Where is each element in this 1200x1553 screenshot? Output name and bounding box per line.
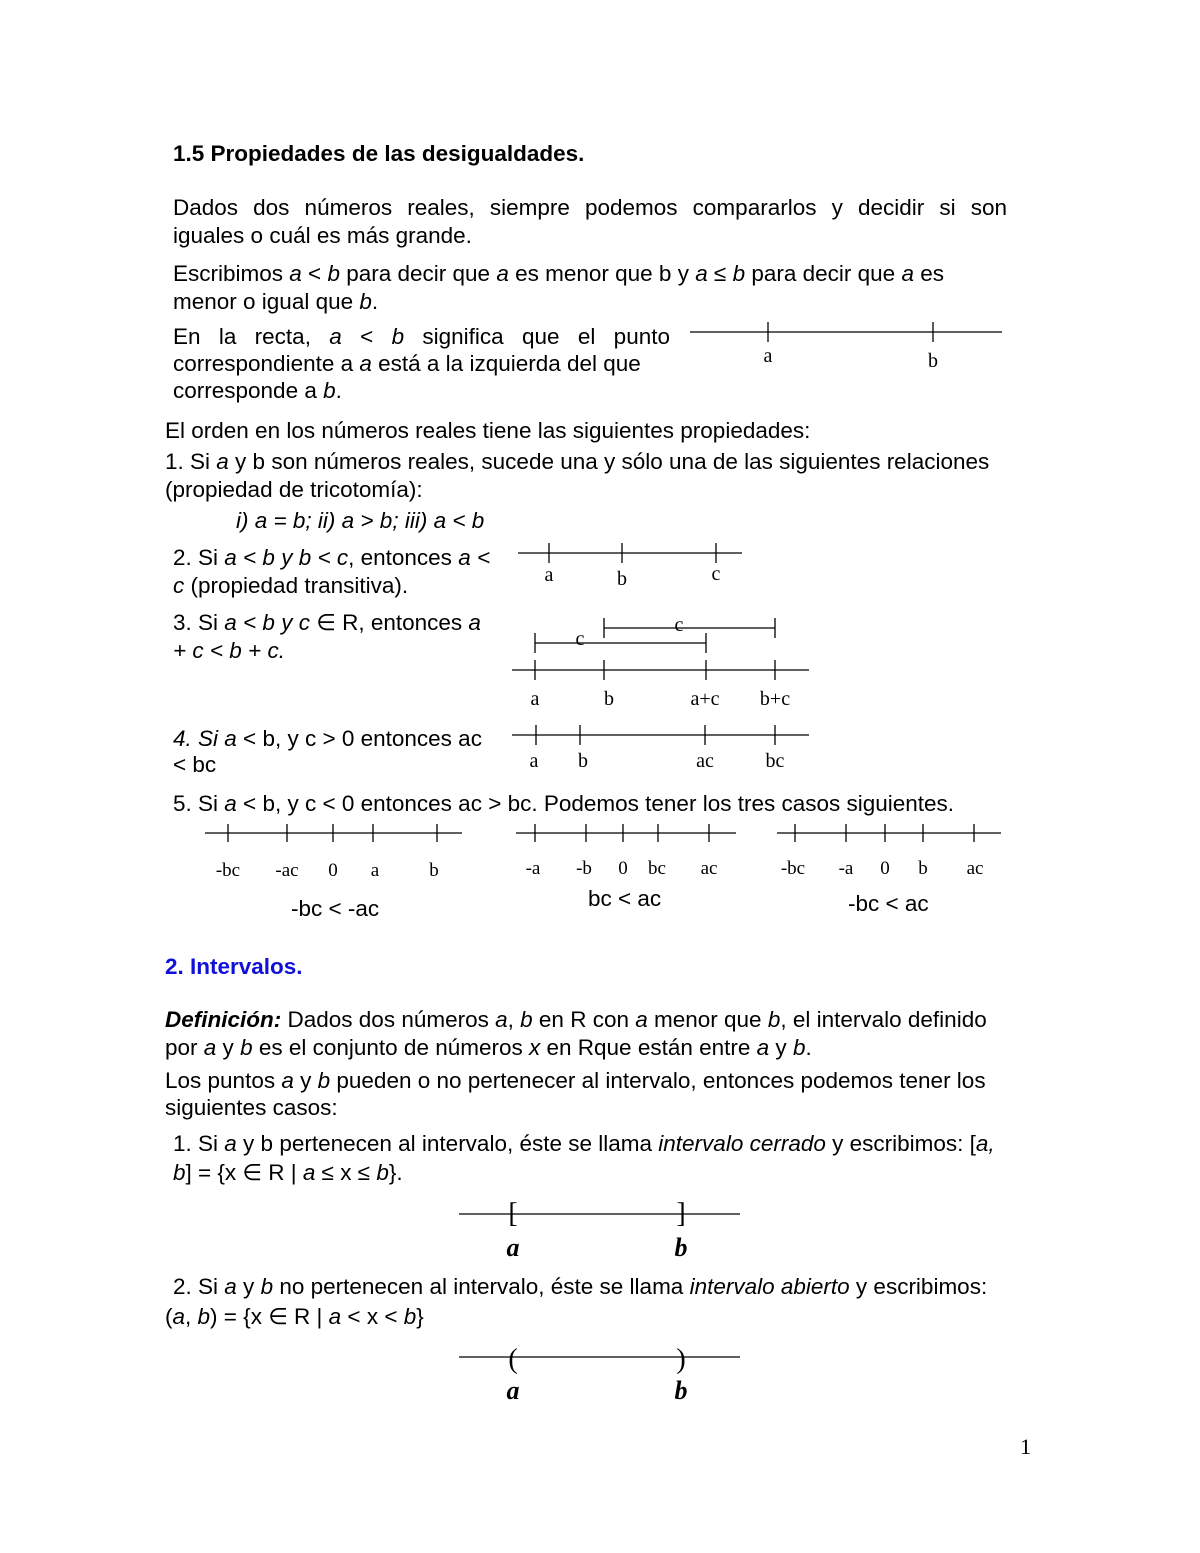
label-b: b bbox=[674, 1233, 688, 1262]
label-neg-b: -b bbox=[576, 858, 592, 879]
label-neg-ac: -ac bbox=[275, 860, 299, 881]
label-b: b bbox=[928, 350, 938, 372]
label-a: a bbox=[530, 688, 540, 710]
paragraph-3-line-1: En la recta, a < b significa que el punto bbox=[173, 324, 670, 349]
closed-interval-figure bbox=[459, 1198, 740, 1262]
definition-line-2: por a y b es el conjunto de números x en Rque están entre a y b. bbox=[165, 1035, 812, 1060]
label-a: a bbox=[506, 1376, 520, 1405]
property-2-line-2: c (propiedad transitiva). bbox=[173, 573, 409, 598]
paragraph-4: El orden en los números reales tiene las siguientes propiedades: bbox=[165, 418, 811, 443]
label-b: b bbox=[429, 860, 439, 881]
number-line-a-b bbox=[690, 322, 1002, 372]
section-title: 1.5 Propiedades de las desigualdades. bbox=[173, 141, 585, 166]
property-4-line-2: < bc bbox=[173, 752, 217, 777]
label-neg-bc: -bc bbox=[780, 858, 806, 879]
label-neg-a: -a bbox=[525, 858, 541, 879]
open-interval-line-2: (a, b) = {x ∈ R | a < x < b} bbox=[165, 1304, 424, 1329]
closed-interval-line-1: 1. Si a y b pertenecen al intervalo, éste se llama intervalo cerrado y escribimos: [a, bbox=[173, 1131, 995, 1156]
label-b-plus-c: b+c bbox=[759, 688, 791, 710]
label-b: b bbox=[918, 858, 928, 879]
paragraph-3-line-3: corresponde a b. bbox=[173, 378, 342, 403]
property-1-relations: i) a = b; ii) a > b; iii) a < b bbox=[236, 508, 485, 533]
property-1-line-1: 1. Si a y b son números reales, sucede una y sólo una de las siguientes relaciones bbox=[165, 449, 990, 474]
closed-interval-line-2: b] = {x ∈ R | a ≤ x ≤ b}. bbox=[173, 1160, 403, 1185]
property-3-line-2: + c < b + c. bbox=[173, 638, 285, 663]
label-neg-bc: -bc bbox=[215, 860, 241, 881]
paragraph-5-line-1: Los puntos a y b pueden o no pertenecer al intervalo, entonces podemos tener los bbox=[165, 1068, 986, 1093]
label-ac: ac bbox=[966, 858, 984, 879]
case-caption-3: -bc < ac bbox=[848, 891, 929, 916]
number-line-transitive bbox=[518, 543, 742, 590]
label-a: a bbox=[506, 1233, 520, 1262]
property-3-line-1: 3. Si a < b y c ∈ R, entonces a bbox=[173, 610, 481, 635]
open-interval-line-1: 2. Si a y b no pertenecen al intervalo, éste se llama intervalo abierto y escribimos: bbox=[173, 1274, 988, 1299]
label-bc: bc bbox=[648, 858, 666, 879]
case-caption-1: -bc < -ac bbox=[291, 896, 380, 921]
paragraph-1-line-1: Dados dos números reales, siempre podemos compararlos y decidir si son bbox=[173, 195, 1007, 220]
label-a: a bbox=[529, 750, 539, 772]
property-5-line-1: 5. Si a < b, y c < 0 entonces ac > bc. Podemos tener los tres casos siguientes. bbox=[173, 791, 955, 816]
label-b: b bbox=[578, 750, 588, 772]
number-line-multiplication bbox=[512, 725, 809, 772]
label-c: c bbox=[711, 563, 721, 585]
left-bracket: [ bbox=[508, 1198, 518, 1229]
label-b: b bbox=[604, 688, 614, 710]
label-zero: 0 bbox=[618, 858, 628, 879]
number-line-case-1 bbox=[205, 824, 462, 881]
label-ac: ac bbox=[700, 858, 718, 879]
label-a: a bbox=[370, 860, 380, 881]
property-4-line-1: 4. Si a < b, y c > 0 entonces ac bbox=[173, 726, 482, 751]
label-b: b bbox=[674, 1376, 688, 1405]
label-a: a bbox=[763, 345, 773, 367]
label-b: b bbox=[617, 568, 627, 590]
label-zero: 0 bbox=[328, 860, 338, 881]
label-ac: ac bbox=[696, 750, 714, 772]
number-line-addition bbox=[512, 614, 809, 710]
left-parenthesis: ( bbox=[508, 1344, 518, 1375]
paragraph-3-line-2: correspondiente a a está a la izquierda del que bbox=[173, 351, 641, 376]
right-bracket: ] bbox=[676, 1198, 686, 1229]
section-2-title: 2. Intervalos. bbox=[165, 954, 303, 979]
paragraph-1-line-2: iguales o cuál es más grande. bbox=[173, 223, 472, 248]
page-number: 1 bbox=[1020, 1434, 1032, 1459]
number-line-case-3 bbox=[777, 824, 1001, 879]
paragraph-2-line-1: Escribimos a < b para decir que a es menor que b y a ≤ b para decir que a es bbox=[173, 261, 944, 286]
paragraph-2-line-2: menor o igual que b. bbox=[173, 289, 379, 314]
label-a-plus-c: a+c bbox=[690, 688, 720, 710]
right-parenthesis: ) bbox=[676, 1344, 686, 1375]
segment-c-lower: c bbox=[575, 628, 585, 650]
segment-c-upper: c bbox=[674, 614, 684, 636]
property-1-line-2: (propiedad de tricotomía): bbox=[165, 477, 423, 502]
label-bc: bc bbox=[765, 750, 785, 772]
case-caption-2: bc < ac bbox=[588, 886, 662, 911]
label-a: a bbox=[544, 564, 554, 586]
number-line-case-2 bbox=[516, 824, 736, 879]
paragraph-5-line-2: siguientes casos: bbox=[165, 1095, 338, 1120]
definition-line-1: Definición: Dados dos números a, b en R con a menor que b, el intervalo definido bbox=[165, 1007, 987, 1032]
label-neg-a: -a bbox=[838, 858, 854, 879]
property-2-line-1: 2. Si a < b y b < c, entonces a < bbox=[173, 545, 491, 570]
open-interval-figure bbox=[459, 1344, 740, 1405]
label-zero: 0 bbox=[880, 858, 890, 879]
